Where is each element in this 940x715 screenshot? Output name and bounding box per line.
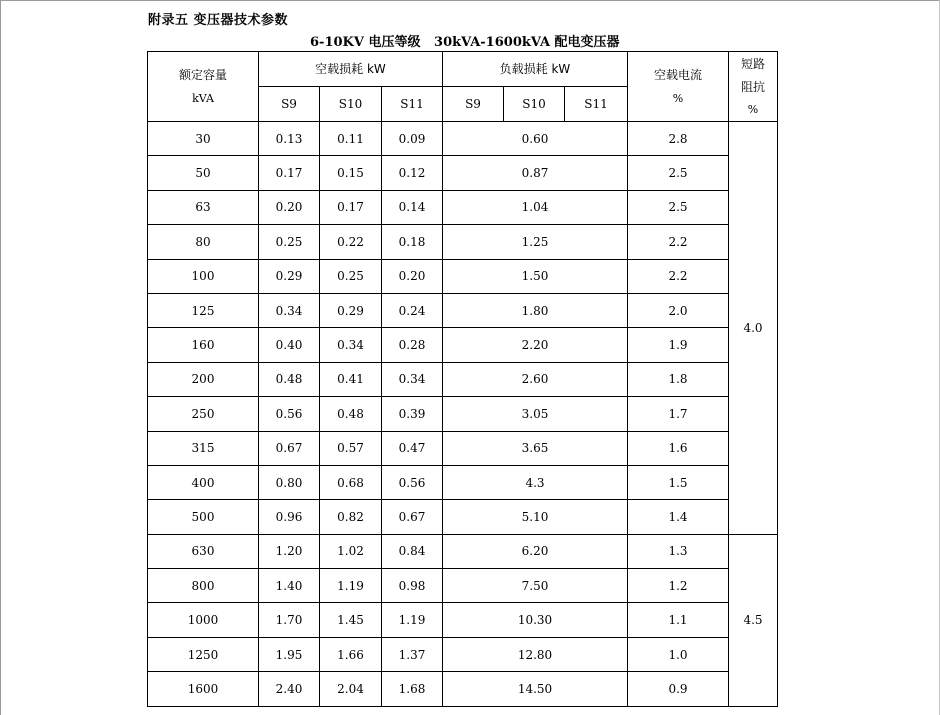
cell-no-load-s10: 2.04 (320, 672, 382, 706)
transformer-spec-table (147, 51, 778, 707)
cell-no-load-s11: 0.34 (382, 362, 443, 396)
cell-rated-capacity: 1250 (148, 637, 259, 671)
table-row (148, 534, 778, 568)
header-rated-capacity-unit: kVA (192, 91, 214, 105)
table-row (148, 293, 778, 327)
cell-load-loss: 1.80 (443, 293, 628, 327)
cell-no-load-s11: 0.24 (382, 293, 443, 327)
table-row (148, 465, 778, 499)
cell-rated-capacity: 160 (148, 328, 259, 362)
header-no-load-loss: 空载损耗 kW (259, 52, 443, 87)
cell-no-load-current: 1.9 (628, 328, 729, 362)
cell-no-load-s10: 0.34 (320, 328, 382, 362)
cell-rated-capacity: 1600 (148, 672, 259, 706)
cell-no-load-s9: 1.95 (259, 637, 320, 671)
cell-no-load-s9: 0.67 (259, 431, 320, 465)
cell-rated-capacity: 50 (148, 156, 259, 190)
cell-no-load-s10: 1.66 (320, 637, 382, 671)
table-row (148, 431, 778, 465)
cell-no-load-s11: 0.20 (382, 259, 443, 293)
cell-no-load-current: 2.0 (628, 293, 729, 327)
header-impedance-line2: 阻抗 (740, 79, 765, 94)
table-row (148, 122, 778, 156)
cell-no-load-s11: 0.84 (382, 534, 443, 568)
cell-short-circuit-impedance: 4.5 (729, 534, 778, 706)
header-short-circuit-impedance (729, 52, 778, 122)
cell-no-load-current: 0.9 (628, 672, 729, 706)
cell-rated-capacity: 80 (148, 225, 259, 259)
header-load-s9: S9 (443, 87, 504, 122)
cell-no-load-current: 2.2 (628, 259, 729, 293)
cell-no-load-s9: 0.34 (259, 293, 320, 327)
cell-no-load-current: 1.3 (628, 534, 729, 568)
table-row (148, 397, 778, 431)
header-impedance-unit: % (747, 102, 759, 116)
page-frame-left (0, 0, 1, 715)
cell-load-loss: 3.05 (443, 397, 628, 431)
cell-no-load-s10: 0.15 (320, 156, 382, 190)
cell-load-loss: 14.50 (443, 672, 628, 706)
cell-rated-capacity: 200 (148, 362, 259, 396)
cell-no-load-s9: 0.56 (259, 397, 320, 431)
cell-no-load-s11: 0.67 (382, 500, 443, 534)
cell-rated-capacity: 30 (148, 122, 259, 156)
table-caption: 6-10KV 电压等级 30kVA-1600kVA 配电变压器 (310, 35, 620, 50)
cell-rated-capacity: 630 (148, 534, 259, 568)
cell-no-load-s11: 0.12 (382, 156, 443, 190)
cell-no-load-s11: 0.09 (382, 122, 443, 156)
cell-no-load-current: 2.2 (628, 225, 729, 259)
cell-load-loss: 7.50 (443, 569, 628, 603)
header-no-load-current-label: 空载电流 (653, 67, 702, 82)
header-no-load-s10: S10 (320, 87, 382, 122)
table-row (148, 190, 778, 224)
cell-short-circuit-impedance: 4.0 (729, 122, 778, 535)
cell-no-load-s9: 0.80 (259, 465, 320, 499)
cell-rated-capacity: 125 (148, 293, 259, 327)
table-row (148, 500, 778, 534)
cell-load-loss: 2.20 (443, 328, 628, 362)
header-no-load-s9: S9 (259, 87, 320, 122)
cell-no-load-s9: 1.70 (259, 603, 320, 637)
cell-no-load-s11: 0.39 (382, 397, 443, 431)
cell-no-load-s11: 0.47 (382, 431, 443, 465)
cell-no-load-current: 2.8 (628, 122, 729, 156)
cell-no-load-current: 1.5 (628, 465, 729, 499)
cell-no-load-s9: 0.96 (259, 500, 320, 534)
cell-no-load-s9: 2.40 (259, 672, 320, 706)
cell-no-load-current: 1.0 (628, 637, 729, 671)
header-row-1 (148, 52, 778, 87)
cell-no-load-s9: 0.48 (259, 362, 320, 396)
table-row (148, 156, 778, 190)
cell-no-load-s11: 1.68 (382, 672, 443, 706)
cell-no-load-s10: 0.57 (320, 431, 382, 465)
cell-rated-capacity: 1000 (148, 603, 259, 637)
table-row (148, 569, 778, 603)
cell-no-load-current: 2.5 (628, 156, 729, 190)
cell-no-load-s9: 0.40 (259, 328, 320, 362)
cell-no-load-s11: 0.18 (382, 225, 443, 259)
cell-load-loss: 3.65 (443, 431, 628, 465)
table-row (148, 672, 778, 706)
cell-no-load-s9: 0.13 (259, 122, 320, 156)
cell-load-loss: 6.20 (443, 534, 628, 568)
header-impedance-line1: 短路 (740, 56, 765, 71)
header-load-s10: S10 (504, 87, 565, 122)
cell-rated-capacity: 63 (148, 190, 259, 224)
cell-load-loss: 5.10 (443, 500, 628, 534)
cell-rated-capacity: 800 (148, 569, 259, 603)
cell-no-load-s9: 1.40 (259, 569, 320, 603)
cell-no-load-s10: 0.22 (320, 225, 382, 259)
cell-load-loss: 0.60 (443, 122, 628, 156)
table-row (148, 362, 778, 396)
table-row (148, 328, 778, 362)
cell-load-loss: 0.87 (443, 156, 628, 190)
cell-no-load-s9: 0.17 (259, 156, 320, 190)
header-load-loss: 负载损耗 kW (443, 52, 628, 87)
cell-no-load-current: 1.1 (628, 603, 729, 637)
cell-load-loss: 2.60 (443, 362, 628, 396)
cell-no-load-s10: 0.68 (320, 465, 382, 499)
header-rated-capacity-label: 额定容量 (178, 67, 227, 82)
cell-no-load-s10: 0.82 (320, 500, 382, 534)
cell-load-loss: 1.25 (443, 225, 628, 259)
cell-no-load-current: 1.4 (628, 500, 729, 534)
cell-rated-capacity: 400 (148, 465, 259, 499)
header-rated-capacity (148, 52, 259, 122)
cell-no-load-s10: 0.41 (320, 362, 382, 396)
cell-no-load-s10: 0.11 (320, 122, 382, 156)
cell-no-load-s11: 1.19 (382, 603, 443, 637)
cell-load-loss: 1.04 (443, 190, 628, 224)
cell-rated-capacity: 315 (148, 431, 259, 465)
cell-no-load-current: 2.5 (628, 190, 729, 224)
header-load-s11: S11 (565, 87, 628, 122)
cell-load-loss: 10.30 (443, 603, 628, 637)
table-row (148, 225, 778, 259)
cell-rated-capacity: 100 (148, 259, 259, 293)
cell-no-load-current: 1.6 (628, 431, 729, 465)
cell-load-loss: 1.50 (443, 259, 628, 293)
cell-no-load-s11: 0.98 (382, 569, 443, 603)
cell-no-load-current: 1.7 (628, 397, 729, 431)
cell-load-loss: 12.80 (443, 637, 628, 671)
cell-no-load-s10: 0.29 (320, 293, 382, 327)
cell-no-load-s9: 1.20 (259, 534, 320, 568)
cell-no-load-current: 1.2 (628, 569, 729, 603)
cell-no-load-s10: 0.17 (320, 190, 382, 224)
header-no-load-s11: S11 (382, 87, 443, 122)
cell-no-load-s11: 0.28 (382, 328, 443, 362)
cell-no-load-s11: 0.56 (382, 465, 443, 499)
cell-rated-capacity: 500 (148, 500, 259, 534)
appendix-title: 附录五 变压器技术参数 (148, 13, 289, 28)
cell-no-load-s10: 1.19 (320, 569, 382, 603)
cell-no-load-current: 1.8 (628, 362, 729, 396)
cell-no-load-s10: 0.48 (320, 397, 382, 431)
table-row (148, 637, 778, 671)
cell-no-load-s9: 0.29 (259, 259, 320, 293)
table-row (148, 603, 778, 637)
header-no-load-current (628, 52, 729, 122)
cell-no-load-s10: 1.45 (320, 603, 382, 637)
cell-load-loss: 4.3 (443, 465, 628, 499)
cell-no-load-s9: 0.20 (259, 190, 320, 224)
cell-rated-capacity: 250 (148, 397, 259, 431)
header-no-load-current-unit: % (672, 91, 684, 105)
page-frame-top (0, 0, 940, 1)
cell-no-load-s9: 0.25 (259, 225, 320, 259)
cell-no-load-s11: 0.14 (382, 190, 443, 224)
cell-no-load-s10: 0.25 (320, 259, 382, 293)
cell-no-load-s11: 1.37 (382, 637, 443, 671)
table-row (148, 259, 778, 293)
cell-no-load-s10: 1.02 (320, 534, 382, 568)
